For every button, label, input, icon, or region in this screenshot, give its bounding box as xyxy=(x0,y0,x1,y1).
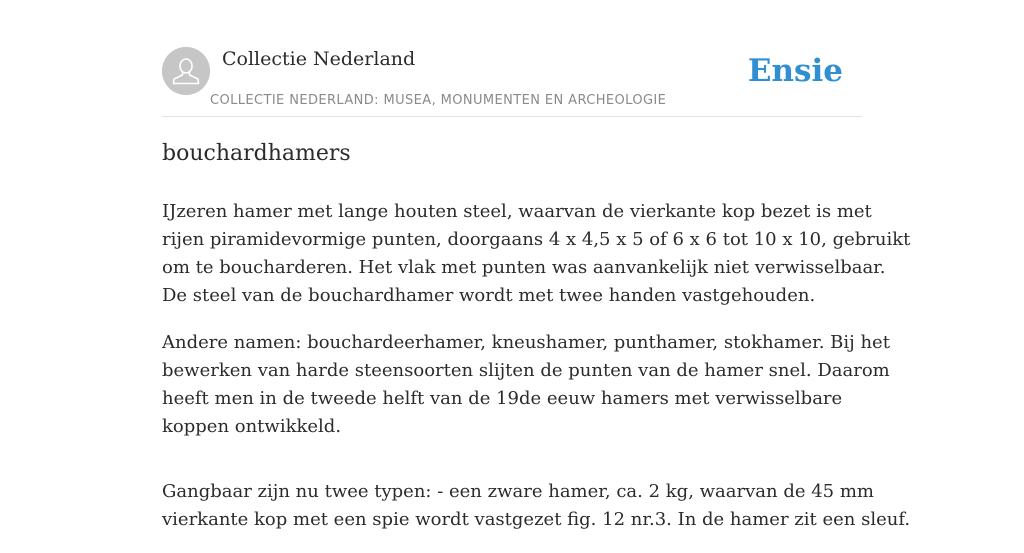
paragraph-line: Andere namen: bouchardeerhamer, kneushamer, punthamer, stokhamer. Bij het xyxy=(162,332,890,353)
paragraph-line: vierkante kop met een spie wordt vastgezet fig. 12 nr.3. In de hamer zit een sleuf. xyxy=(162,509,911,530)
paragraph-line: IJzeren hamer met lange houten steel, waarvan de vierkante kop bezet is met xyxy=(162,201,872,222)
article-header xyxy=(162,47,862,117)
article-paragraph xyxy=(162,329,890,441)
article-content xyxy=(162,137,911,553)
paragraph-line: De steel van de bouchardhamer wordt met twee handen vastgehouden. xyxy=(162,285,816,306)
paragraph-line: rijen piramidevormige punten, doorgaans 4 x 4,5 x 5 of 6 x 6 tot 10 x 10, gebruikt xyxy=(162,229,911,250)
source-label[interactable]: COLLECTIE NEDERLAND: MUSEA, MONUMENTEN EN ARCHEOLOGIE xyxy=(210,93,667,108)
paragraph-line: bewerken van harde steensoorten slijten de punten van de hamer snel. Daarom xyxy=(162,360,890,381)
paragraph-line: koppen ontwikkeld. xyxy=(162,416,342,437)
paragraph-line: om te boucharderen. Het vlak met punten was aanvankelijk niet verwisselbaar. xyxy=(162,257,886,278)
author-name[interactable]: Collectie Nederland xyxy=(222,48,416,70)
article-title: bouchardhamers xyxy=(162,141,351,166)
ensie-logo[interactable]: Ensie xyxy=(747,53,843,89)
article-paragraph xyxy=(162,478,911,534)
article-paragraph xyxy=(162,198,911,310)
paragraph-line: Gangbaar zijn nu twee typen: - een zware hamer, ca. 2 kg, waarvan de 45 mm xyxy=(162,481,874,502)
paragraph-line: heeft men in de tweede helft van de 19de eeuw hamers met verwisselbare xyxy=(162,388,843,409)
user-avatar-icon[interactable] xyxy=(162,47,210,95)
